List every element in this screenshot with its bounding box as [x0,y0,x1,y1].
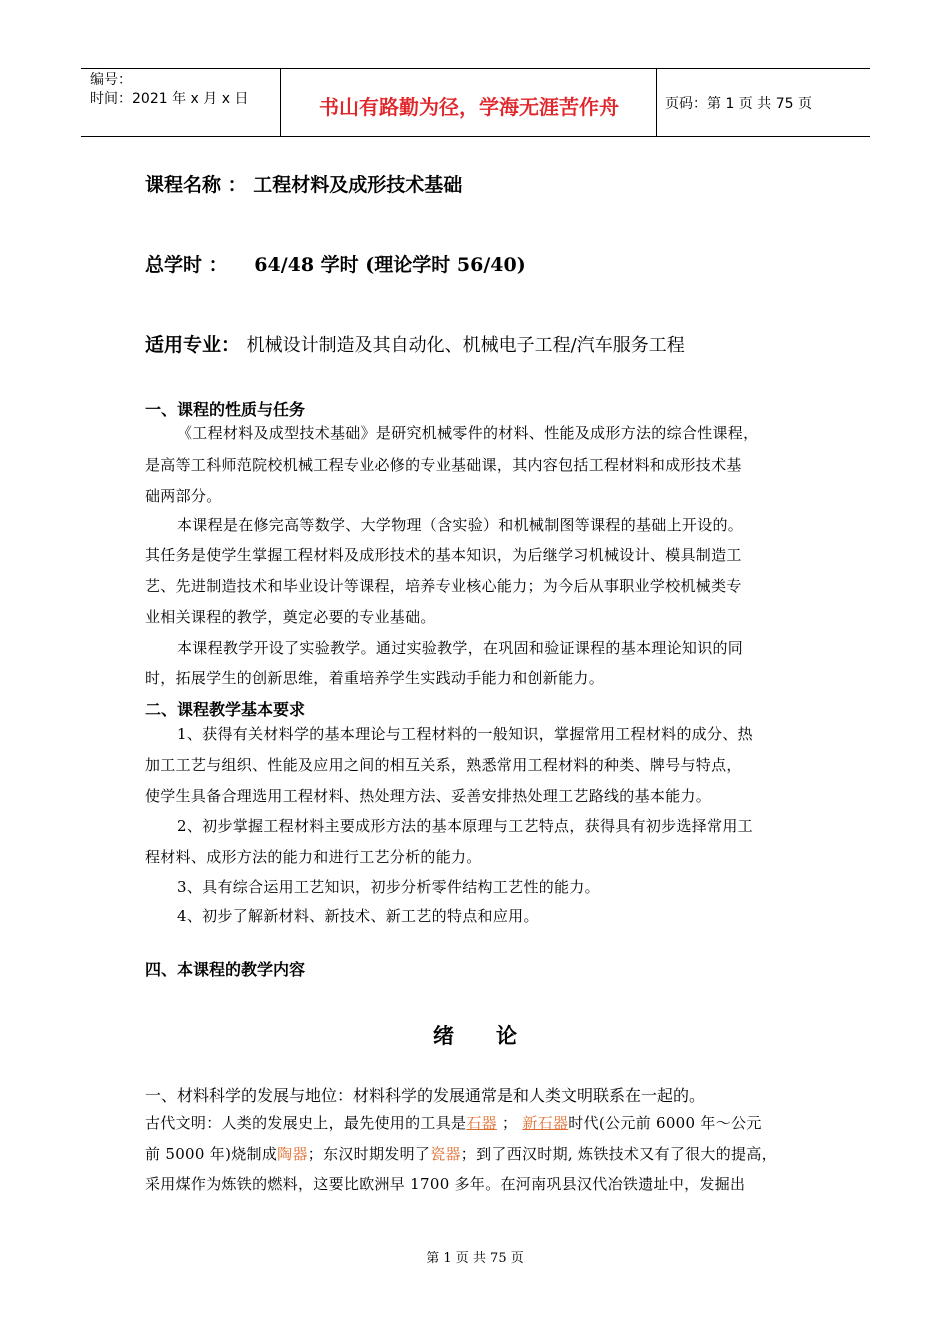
intro-line-1: 一、材料科学的发展与地位：材料科学的发展通常是和人类文明联系在一起的。 [145,1086,706,1105]
section2-line-2: 加工工艺与组织、性能及应用之间的相互关系，熟悉常用工程材料的种类、牌号与特点， [145,756,742,774]
section4-title: 四、本课程的教学内容 [145,960,306,979]
section1-line-1: 《工程材料及成型技术基础》是研究机械零件的材料、性能及成形方法的综合性课程， [177,424,759,442]
course-hours-value: 64/48 学时 (理论学时 56/40) [254,254,526,276]
section1-line-6: 艺、先进制造技术和毕业设计等课程，培养专业核心能力；为今后从事职业学校机械类专 [145,577,742,595]
section2-line-6: 3、具有综合运用工艺知识，初步分析零件结构工艺性的能力。 [177,878,600,896]
course-major-label: 适用专业： [145,334,241,356]
section1-line-8: 本课程教学开设了实验教学。通过实验教学，在巩固和验证课程的基本理论知识的同 [177,639,744,657]
section2-line-3: 使学生具备合理选用工程材料、热处理方法、妥善安排热处理工艺路线的基本能力。 [145,787,712,805]
section2-line-1: 1、获得有关材料学的基本理论与工程材料的一般知识，掌握常用工程材料的成分、热 [177,725,753,743]
neolithic-link[interactable]: 新石器 [522,1114,569,1132]
section1-line-5: 其任务是使学生掌握工程材料及成形技术的基本知识，为后继学习机械设计、模具制造工 [145,546,742,564]
course-name-label: 课程名称 ： [145,174,247,196]
pottery-term: 陶器 [277,1145,308,1163]
intro-line-3-a: 前 5000 年)烧制成 [145,1145,278,1163]
section1-title: 一、课程的性质与任务 [145,400,306,419]
header-meta [81,69,281,136]
intro-line-4: 采用煤作为炼铁的燃料，这要比欧洲早 1700 多年。在河南巩县汉代冶铁遗址中，发掘出 [145,1175,746,1193]
section2-line-7: 4、初步了解新材料、新技术、新工艺的特点和应用。 [177,907,539,925]
date-label: 时间：2021 年 x 月 x 日 [90,91,249,107]
intro-line-3 [145,1143,777,1164]
header-motto: 书山有路勤为径，学海无涯苦作舟 [282,69,657,136]
course-hours-label: 总学时 ： [145,254,228,276]
section1-line-2: 是高等工科师范院校机械工程专业必修的专业基础课，其内容包括工程材料和成形技术基 [145,456,742,474]
document-header [81,68,870,137]
section1-line-3: 础两部分。 [145,487,222,505]
intro-line-3-e: ；到了西汉时期, 炼铁技术又有了很大的提高， [460,1145,777,1163]
section1-line-9: 时，拓展学生的创新思维，着重培养学生实践动手能力和创新能力。 [145,669,605,687]
intro-line-2-a: 古代文明：人类的发展史上，最先使用的工具是 [145,1114,467,1132]
stone-tool-link[interactable]: 石器 [466,1114,497,1132]
course-major-line [145,330,685,357]
course-name-line [145,170,462,197]
section2-line-4: 2、初步掌握工程材料主要成形方法的基本原理与工艺特点，获得具有初步选择常用工 [177,817,753,835]
intro-line-2-c: ； [496,1114,523,1132]
section2-line-5: 程材料、成形方法的能力和进行工艺分析的能力。 [145,848,482,866]
course-major-value: 机械设计制造及其自动化、机械电子工程/汽车服务工程 [246,335,685,356]
number-label: 编号： [90,72,132,88]
course-hours-line [145,250,526,277]
porcelain-term: 瓷器 [430,1145,461,1163]
intro-line-3-c: ；东汉时期发明了 [307,1145,431,1163]
intro-line-2 [145,1112,762,1133]
section2-title: 二、课程教学基本要求 [145,700,306,719]
page-footer: 第 1 页 共 75 页 [426,1251,524,1266]
section1-line-4: 本课程是在修完高等数学、大学物理（含实验）和机械制图等课程的基础上开设的。 [177,516,744,534]
intro-line-2-e: 时代(公元前 6000 年～公元 [568,1114,762,1132]
intro-title: 绪 论 [433,1024,517,1048]
course-name-value: 工程材料及成形技术基础 [253,174,463,196]
section1-line-7: 业相关课程的教学，奠定必要的专业基础。 [145,608,436,626]
header-page-info: 页码：第 1 页 共 75 页 [665,95,812,112]
